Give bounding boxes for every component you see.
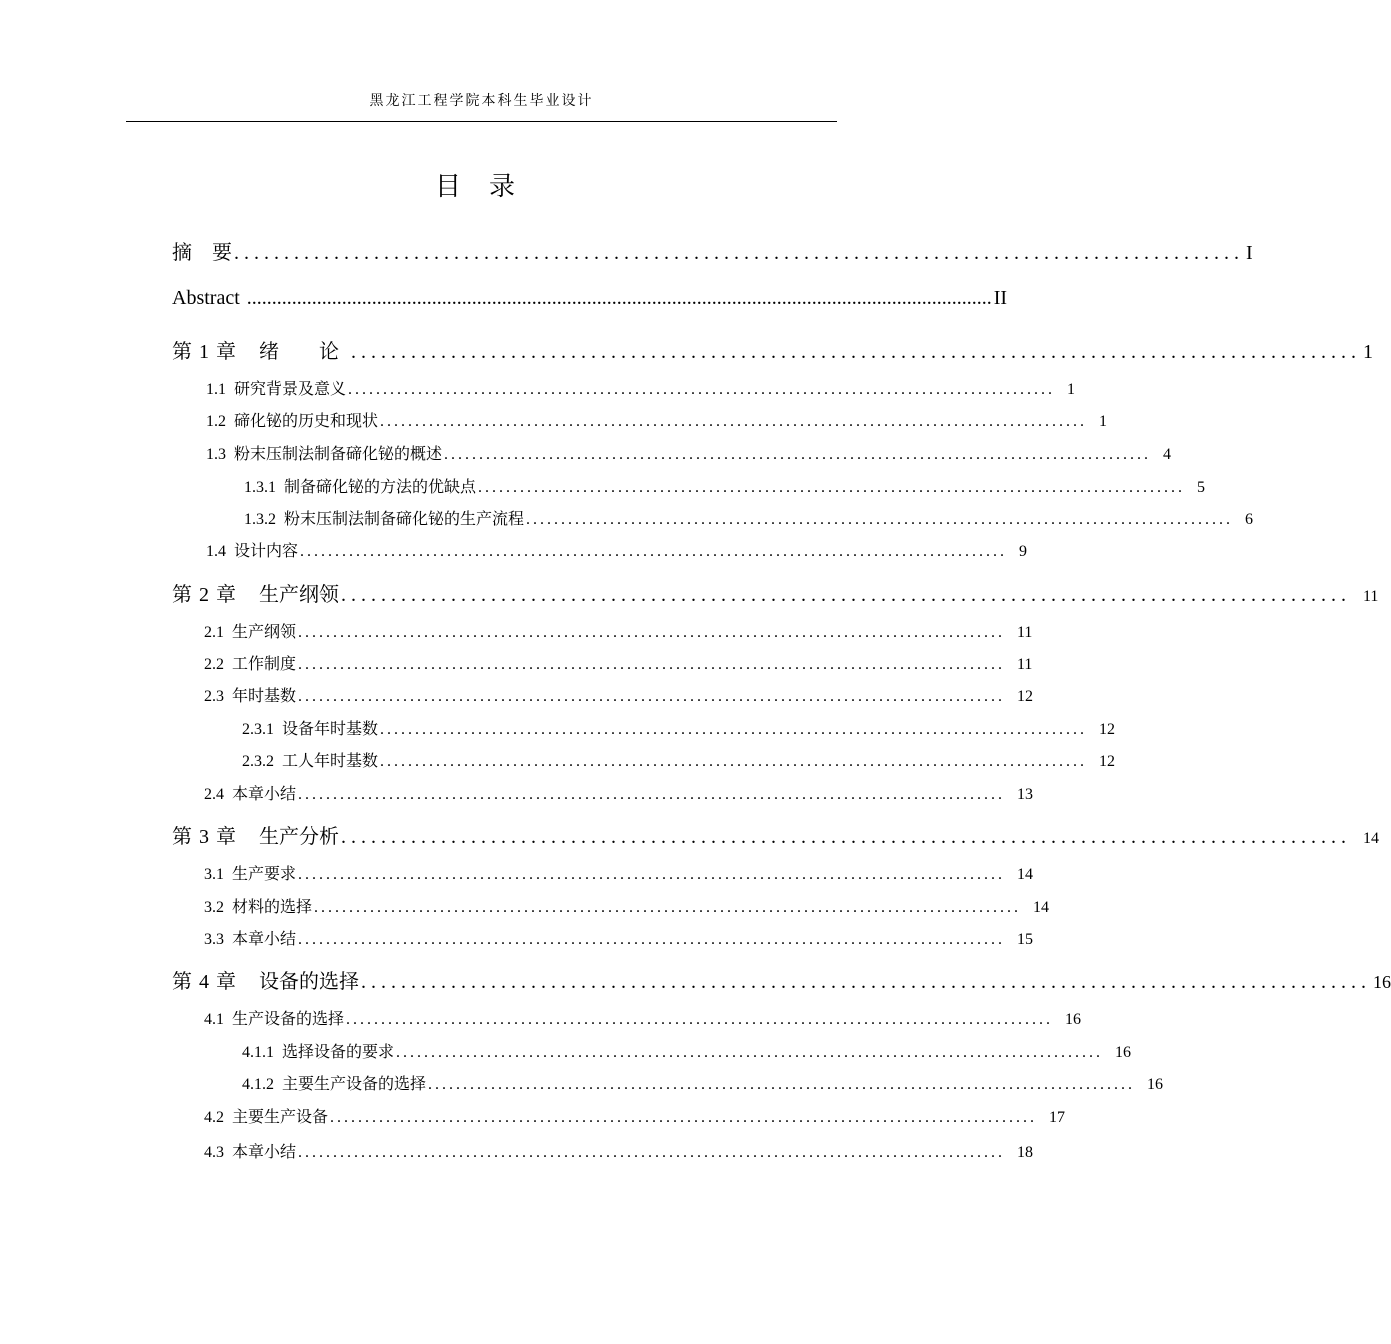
toc-entry-label: 制备碲化铋的方法的优缺点 [284, 479, 477, 496]
toc-entry-section[interactable] [204, 1006, 1082, 1029]
page-header: 黑龙江工程学院本科生毕业设计 [369, 94, 594, 109]
toc-entry-number: 1.3.1 [244, 479, 276, 496]
toc-page-number: 4 [1163, 446, 1172, 463]
toc-entry-label: 主要生产设备 [232, 1109, 329, 1126]
toc-page-number: 12 [1099, 721, 1116, 738]
toc-leader-dots: ..................................................................................................... [380, 413, 1088, 430]
toc-entry-section[interactable] [204, 619, 1033, 642]
toc-page-number: 18 [1017, 1144, 1034, 1161]
toc-entry-subsection[interactable] [242, 716, 1116, 739]
toc-leader-dots: ..................................................................................................... [341, 584, 1351, 606]
toc-entry-label: 研究背景及意义 [234, 381, 347, 398]
toc-entry-number: 1.3.2 [244, 511, 276, 528]
toc-entry-label: 选择设备的要求 [282, 1044, 395, 1061]
toc-entry-label: 设备的选择 [259, 971, 359, 993]
toc-leader-dots: ..................................................................................................... [314, 899, 1022, 916]
toc-leader-dots: ..................................................................................................... [234, 242, 1244, 264]
toc-page-number: 5 [1197, 479, 1206, 496]
toc-entry-subsection[interactable] [244, 474, 1206, 497]
toc-leader-dots: ..................................................................................................... [298, 656, 1006, 673]
toc-entry-label: 绪 论 [259, 341, 349, 363]
toc-page-number: 15 [1017, 931, 1034, 948]
toc-entry-subsection[interactable] [242, 748, 1116, 771]
toc-entry-label: 本章小结 [232, 1144, 297, 1161]
toc-entry-number: 1.2 [206, 413, 226, 430]
toc-entry-section[interactable] [204, 781, 1034, 804]
toc-page-number: 1 [1363, 341, 1373, 363]
toc-entry-number: 2.3.1 [242, 721, 274, 738]
toc-page-number: 11 [1017, 656, 1033, 673]
toc-entry-chapter-2[interactable] [172, 578, 1379, 607]
toc-entry-chapter-1[interactable] [172, 335, 1373, 364]
toc-page-number: 11 [1363, 588, 1379, 605]
toc-title: 目录 [434, 172, 543, 201]
toc-entry-label: 摘 要 [172, 242, 232, 264]
toc-entry-section[interactable] [204, 1139, 1034, 1162]
toc-entry-label: Abstract [172, 287, 240, 309]
toc-page-number: 12 [1099, 753, 1116, 770]
toc-page-number: 9 [1019, 543, 1028, 560]
toc-entry-label: 粉末压制法制备碲化铋的生产流程 [284, 511, 525, 528]
header-divider [126, 121, 837, 122]
toc-entry-label: 材料的选择 [232, 899, 313, 916]
toc-page-number: 16 [1115, 1044, 1132, 1061]
toc-entry-section[interactable] [204, 926, 1034, 949]
toc-entry-label: 生产纲领 [259, 584, 339, 606]
toc-entry-section[interactable] [204, 1104, 1066, 1127]
toc-entry-section[interactable] [206, 441, 1172, 464]
toc-page-number: II [993, 287, 1008, 309]
toc-leader-dots: ..................................................................................................... [298, 931, 1006, 948]
toc-leader-dots: ..................................................................................................... [361, 971, 1371, 993]
toc-page-number: 14 [1363, 830, 1379, 847]
toc-entry-number: 第 2 章 [172, 584, 237, 606]
toc-entry-label: 生产纲领 [232, 624, 297, 641]
toc-leader-dots: ..................................................................................................... [341, 826, 1351, 848]
toc-entry-label: 生产分析 [259, 826, 339, 848]
toc-entry-section[interactable] [204, 861, 1034, 884]
toc-entry-label: 本章小结 [232, 931, 297, 948]
toc-entry-number: 4.3 [204, 1144, 224, 1161]
toc-page-number: 16 [1065, 1011, 1082, 1028]
toc-page-number: 11 [1017, 624, 1033, 641]
toc-page-number: 14 [1017, 866, 1034, 883]
toc-page-number: I [1246, 242, 1253, 264]
toc-page-number: 1 [1067, 381, 1076, 398]
toc-entry-number: 4.1 [204, 1011, 224, 1028]
toc-page-number: 1 [1099, 413, 1108, 430]
toc-entry-abstract-en[interactable] [172, 287, 1008, 310]
toc-entry-label: 生产要求 [232, 866, 297, 883]
toc-leader-dots: ..................................................................................................... [428, 1076, 1136, 1093]
toc-entry-section[interactable] [206, 376, 1076, 399]
toc-page-number: 13 [1017, 786, 1034, 803]
toc-entry-number: 第 4 章 [172, 971, 237, 993]
toc-entry-label: 本章小结 [232, 786, 297, 803]
toc-entry-number: 3.3 [204, 931, 224, 948]
toc-entry-number: 4.1.2 [242, 1076, 274, 1093]
toc-leader-dots: ..................................................................................................... [298, 786, 1006, 803]
toc-leader-dots: ..................................................................................................... [298, 624, 1006, 641]
toc-entry-number: 1.3 [206, 446, 226, 463]
toc-entry-label: 碲化铋的历史和现状 [234, 413, 379, 430]
toc-entry-number: 2.3.2 [242, 753, 274, 770]
toc-page-number: 17 [1049, 1109, 1066, 1126]
toc-page-number: 6 [1245, 511, 1254, 528]
toc-entry-section[interactable] [204, 683, 1034, 706]
toc-entry-label: 粉末压制法制备碲化铋的概述 [234, 446, 443, 463]
toc-entry-label: 工人年时基数 [282, 753, 379, 770]
toc-leader-dots: ..................................................................................................... [298, 1144, 1006, 1161]
toc-entry-abstract-cn[interactable] [172, 236, 1253, 265]
toc-entry-section[interactable] [206, 408, 1108, 431]
toc-entry-subsection[interactable] [242, 1071, 1164, 1094]
toc-entry-number: 第 3 章 [172, 826, 237, 848]
toc-page-number: 16 [1373, 972, 1391, 992]
toc-leader-dots: ..................................................................................................... [300, 543, 1008, 560]
toc-entry-section[interactable] [206, 538, 1028, 561]
toc-entry-chapter-3[interactable] [172, 820, 1379, 849]
toc-entry-number: 4.1.1 [242, 1044, 274, 1061]
toc-entry-subsection[interactable] [244, 506, 1254, 529]
toc-leader-dots: ..................................................................................................... [526, 511, 1234, 528]
toc-entry-section[interactable] [204, 894, 1050, 917]
toc-entry-number: 2.4 [204, 786, 224, 803]
toc-entry-label: 设备年时基数 [282, 721, 379, 738]
toc-leader-dots: ..................................................................................................... [380, 753, 1088, 770]
toc-entry-section[interactable] [204, 651, 1033, 674]
toc-entry-number: 2.1 [204, 624, 224, 641]
toc-leader-dots: ..................................................................................................................................................... [241, 287, 992, 309]
toc-leader-dots: ..................................................................................................... [444, 446, 1152, 463]
toc-leader-dots: ..................................................................................................... [478, 479, 1186, 496]
toc-page-number: 14 [1033, 899, 1050, 916]
toc-entry-number: 3.2 [204, 899, 224, 916]
toc-leader-dots: ..................................................................................................... [298, 866, 1006, 883]
toc-entry-label: 工作制度 [232, 656, 297, 673]
toc-leader-dots: ..................................................................................................... [330, 1109, 1038, 1126]
toc-entry-number: 2.3 [204, 688, 224, 705]
toc-leader-dots: ..................................................................................................... [351, 341, 1361, 363]
toc-entry-chapter-4[interactable] [172, 965, 1391, 994]
toc-entry-number: 1.1 [206, 381, 226, 398]
toc-page-number: 12 [1017, 688, 1034, 705]
toc-leader-dots: ..................................................................................................... [298, 688, 1006, 705]
toc-entry-subsection[interactable] [242, 1039, 1132, 1062]
toc-entry-label: 生产设备的选择 [232, 1011, 345, 1028]
toc-entry-number: 2.2 [204, 656, 224, 673]
toc-leader-dots: ..................................................................................................... [346, 1011, 1054, 1028]
toc-entry-label: 年时基数 [232, 688, 297, 705]
toc-page-number: 16 [1147, 1076, 1164, 1093]
toc-entry-label: 主要生产设备的选择 [282, 1076, 427, 1093]
toc-leader-dots: ..................................................................................................... [380, 721, 1088, 738]
toc-entry-label: 设计内容 [234, 543, 299, 560]
toc-entry-number: 4.2 [204, 1109, 224, 1126]
toc-leader-dots: ..................................................................................................... [348, 381, 1056, 398]
toc-entry-number: 第 1 章 [172, 341, 237, 363]
toc-leader-dots: ..................................................................................................... [396, 1044, 1104, 1061]
toc-entry-number: 3.1 [204, 866, 224, 883]
toc-entry-number: 1.4 [206, 543, 226, 560]
